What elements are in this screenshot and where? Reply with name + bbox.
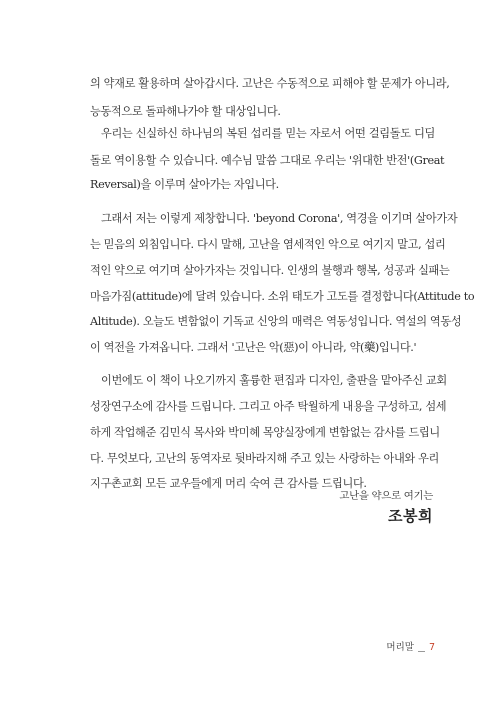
body-line: 돌로 역이용할 수 있습니다. 예수님 말씀 그대로 우리는 '위대한 반전'(Great — [90, 154, 445, 167]
page-number: 7 — [428, 642, 435, 653]
body-line: 하게 작업해준 김민식 목사와 박미혜 목양실장에게 변함없는 감사를 드립니 — [90, 426, 440, 439]
footer-separator — [418, 644, 425, 652]
body-line: 이 역전을 가져옵니다. 그래서 '고난은 악(惡)이 아니라, 약(藥)입니다.' — [90, 341, 417, 354]
body-line: 마음가짐(attitude)에 달려 있습니다. 소위 태도가 고도를 결정합니다(Attitude to — [90, 290, 475, 303]
page-footer — [386, 642, 435, 654]
body-line: 능동적으로 돌파해나가야 할 대상입니다. — [90, 105, 281, 118]
body-line: 는 믿음의 외침입니다. 다시 말해, 고난을 염세적인 악으로 여기지 말고, 섭리 — [90, 238, 446, 251]
body-line: 그래서 저는 이렇게 제창합니다. 'beyond Corona', 역경을 이기며 살아가자 — [101, 212, 458, 225]
body-line: 이번에도 이 책이 나오기까지 훌륭한 편집과 디자인, 출판을 맡아주신 교회 — [101, 374, 447, 387]
body-line: Reversal)을 이루며 살아가는 자입니다. — [90, 178, 279, 191]
author-signature-name: 조봉희 — [388, 507, 433, 525]
body-line: 다. 무엇보다, 고난의 동역자로 뒷바라지해 주고 있는 사랑하는 아내와 우리 — [90, 452, 439, 465]
body-line: Altitude). 오늘도 변함없이 기독교 신앙의 매력은 역동성입니다. 역설의 역동성 — [90, 315, 462, 328]
body-line: 적인 약으로 여기며 살아가자는 것입니다. 인생의 불행과 행복, 성공과 실패는 — [90, 264, 450, 277]
body-line: 성장연구소에 감사를 드립니다. 그리고 아주 탁월하게 내용을 구성하고, 섬세 — [90, 400, 447, 413]
body-line: 우리는 신실하신 하나님의 복된 섭리를 믿는 자로서 어떤 걸림돌도 디딤 — [101, 127, 435, 140]
body-line: 지구촌교회 모든 교우들에게 머리 숙여 큰 감사를 드립니다. — [90, 477, 367, 490]
footer-section-label: 머리말 — [386, 642, 414, 653]
body-line: 의 약재로 활용하며 살아갑시다. 고난은 수동적으로 피해야 할 문제가 아니라, — [90, 77, 450, 90]
signature-caption: 고난을 약으로 여기는 — [339, 490, 433, 502]
